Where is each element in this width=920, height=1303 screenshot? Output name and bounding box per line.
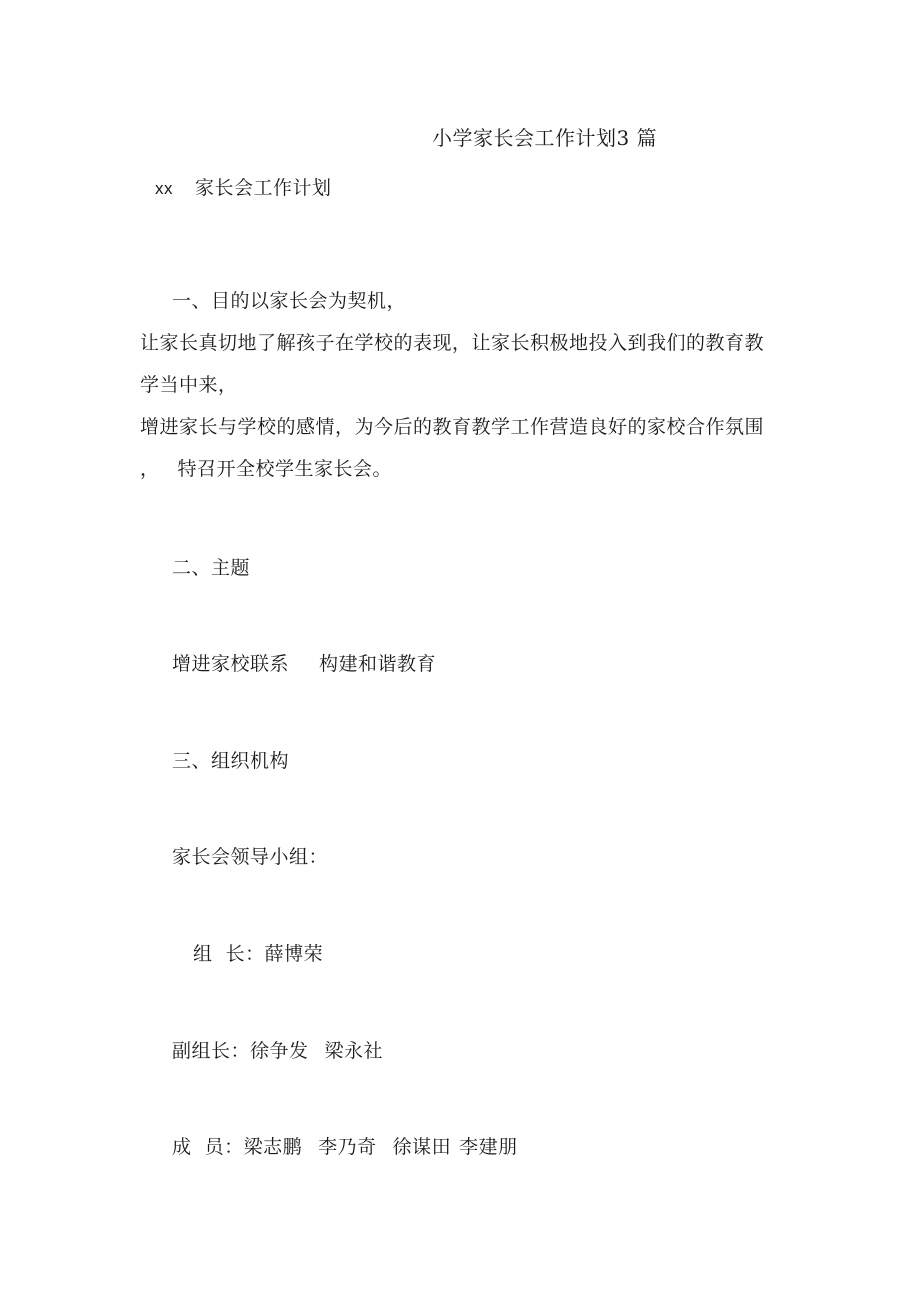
document-subtitle (155, 176, 332, 201)
vice-leader-line (172, 1039, 383, 1063)
leader-name: 薛博荣 (264, 943, 324, 965)
section1-paragraph-line (140, 457, 392, 481)
leader-line (193, 942, 323, 966)
section2-heading: 二、主题 (172, 557, 251, 579)
section1-paragraph-line: 让家长真切地了解孩子在学校的表现，让家长积极地投入到我们的教育教 (140, 332, 765, 354)
section1-closing-text: 特召开全校学生家长会。 (177, 458, 393, 480)
member-name: 徐谋田 (392, 1136, 452, 1158)
section1-paragraph-line: 学当中来， (140, 374, 238, 396)
theme-part1: 增进家校联系 (172, 653, 290, 675)
member-name: 李乃奇 (318, 1136, 377, 1158)
section1-heading: 一、目的以家长会为契机， (172, 290, 407, 312)
vice-label: 副组长： (172, 1040, 251, 1062)
theme-part2: 构建和谐教育 (319, 653, 437, 675)
theme-line (172, 652, 436, 676)
leader-label: 组 长： (193, 943, 265, 965)
subtitle-text: 家长会工作计划 (195, 177, 332, 199)
member-name: 梁志鹏 (243, 1136, 303, 1158)
section1-paragraph-line: 增进家长与学校的感情，为今后的教育教学工作营造良好的家校合作氛围 (140, 416, 765, 438)
leading-comma: ， (140, 458, 160, 480)
group-label: 家长会领导小组： (172, 846, 329, 868)
subtitle-prefix: xx (155, 179, 173, 198)
section3-heading: 三、组织机构 (172, 750, 290, 772)
document-title: 小学家长会工作计划3 篇 (432, 126, 658, 150)
vice-name: 梁永社 (324, 1040, 384, 1062)
members-label: 成 员： (172, 1136, 244, 1158)
vice-name: 徐争发 (250, 1040, 309, 1062)
member-name: 李建朋 (459, 1136, 518, 1158)
members-line (172, 1135, 518, 1159)
